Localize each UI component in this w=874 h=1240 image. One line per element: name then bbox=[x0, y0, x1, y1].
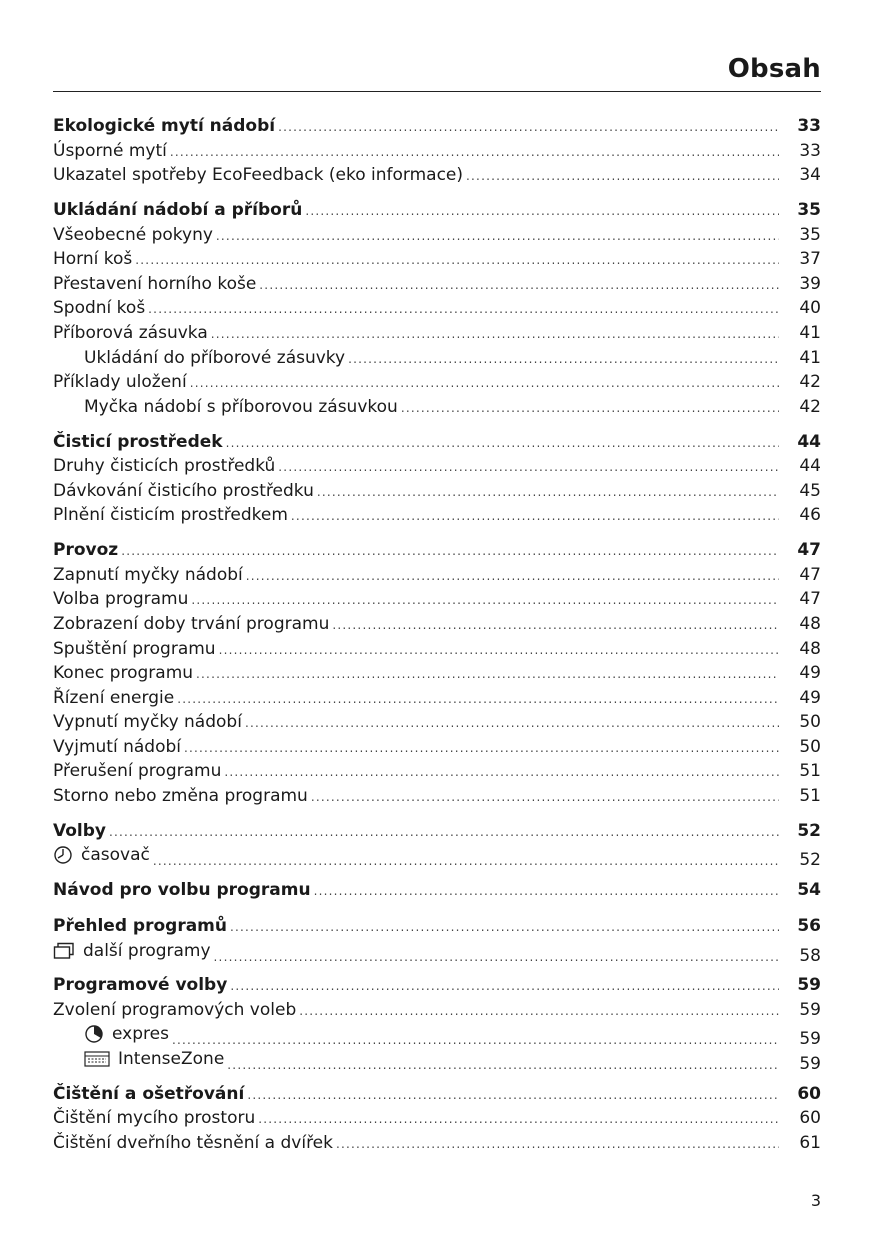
toc-entry-label bbox=[53, 1131, 333, 1155]
toc-entry-text: Čištění a ošetřování bbox=[53, 1084, 245, 1104]
toc-entry-text: Ukládání nádobí a příborů bbox=[53, 200, 303, 220]
toc-entry-page: 47 bbox=[799, 589, 821, 609]
dot-leader bbox=[135, 248, 779, 272]
toc-entry-text: Spodní koš bbox=[53, 298, 146, 318]
toc-entry-page: 44 bbox=[797, 432, 821, 452]
toc-entry-text: Myčka nádobí s příborovou zásuvkou bbox=[84, 397, 398, 417]
dot-leader bbox=[121, 539, 779, 563]
toc-entry-text: Přerušení programu bbox=[53, 761, 222, 781]
toc-entry-page: 59 bbox=[797, 975, 821, 995]
toc-entry-label bbox=[53, 784, 308, 808]
toc-entry-text: Plnění čisticím prostředkem bbox=[53, 505, 288, 525]
toc-entry-page: 42 bbox=[799, 397, 821, 417]
toc-entry-page: 45 bbox=[799, 481, 821, 501]
toc-entry-page: 49 bbox=[799, 688, 821, 708]
toc-entry bbox=[53, 503, 821, 527]
toc-entry-text: další programy bbox=[83, 941, 211, 961]
toc-entry-page: 49 bbox=[799, 663, 821, 683]
toc-entry bbox=[53, 612, 821, 636]
page-title: Obsah bbox=[727, 54, 821, 84]
toc-entry-label bbox=[53, 878, 311, 902]
toc-entry bbox=[53, 759, 821, 783]
toc-entry-text: Všeobecné pokyny bbox=[53, 225, 213, 245]
toc-entry-page: 59 bbox=[799, 1054, 821, 1074]
toc-entry bbox=[53, 1131, 821, 1155]
dot-leader bbox=[247, 1083, 779, 1107]
dot-leader bbox=[314, 879, 779, 903]
dot-leader bbox=[246, 564, 779, 588]
toc-entry-page: 35 bbox=[799, 225, 821, 245]
toc-entry bbox=[53, 939, 821, 966]
toc-entry bbox=[53, 819, 821, 843]
dot-leader bbox=[299, 999, 779, 1023]
dot-leader bbox=[230, 915, 779, 939]
toc-entry bbox=[53, 198, 821, 222]
toc-entry-label bbox=[53, 1082, 244, 1106]
toc-entry-page: 44 bbox=[799, 456, 821, 476]
toc-entry bbox=[53, 637, 821, 661]
toc-entry-text: IntenseZone bbox=[118, 1049, 225, 1069]
dot-leader bbox=[219, 638, 779, 662]
toc-entry bbox=[53, 1047, 821, 1074]
toc-entry bbox=[53, 784, 821, 808]
toc-entry bbox=[53, 563, 821, 587]
toc-entry-text: Dávkování čisticího prostředku bbox=[53, 481, 314, 501]
dot-leader bbox=[211, 322, 779, 346]
intensezone-icon bbox=[84, 1049, 110, 1069]
toc-entry-label bbox=[53, 198, 302, 222]
toc-entry-text: Příklady uložení bbox=[53, 372, 187, 392]
toc-entry-page: 33 bbox=[797, 116, 821, 136]
dot-leader bbox=[224, 760, 779, 784]
toc-entry-page: 52 bbox=[799, 850, 821, 870]
toc-entry-text: Úsporné mytí bbox=[53, 141, 167, 161]
toc-entry bbox=[53, 247, 821, 271]
toc-entry-text: Konec programu bbox=[53, 663, 194, 683]
toc-entry-label bbox=[53, 914, 227, 938]
toc-entry bbox=[53, 321, 821, 345]
toc-entry-label bbox=[53, 247, 132, 271]
dot-leader bbox=[109, 820, 779, 844]
dot-leader bbox=[196, 662, 779, 686]
toc-entry-page: 48 bbox=[799, 614, 821, 634]
toc-entry-label bbox=[53, 1106, 255, 1130]
dot-leader bbox=[184, 736, 779, 760]
toc-entry-label bbox=[53, 430, 223, 454]
toc-entry-text: Zvolení programových voleb bbox=[53, 1000, 297, 1020]
toc-entry-page: 51 bbox=[799, 761, 821, 781]
dot-leader bbox=[278, 115, 779, 139]
title-divider bbox=[53, 91, 821, 92]
toc-entry-label bbox=[53, 272, 256, 296]
toc-entry-page: 37 bbox=[799, 249, 821, 269]
toc-entry-label bbox=[53, 163, 463, 187]
toc-entry bbox=[53, 914, 821, 938]
toc-entry-page: 60 bbox=[799, 1108, 821, 1128]
dot-leader bbox=[259, 273, 779, 297]
toc-entry-page: 50 bbox=[799, 712, 821, 732]
dot-leader bbox=[317, 480, 779, 504]
dot-leader bbox=[336, 1132, 779, 1156]
toc-entry bbox=[53, 878, 821, 902]
toc-entry-label bbox=[53, 998, 296, 1022]
dot-leader bbox=[191, 588, 779, 612]
toc-entry-label bbox=[53, 538, 118, 562]
toc-entry-text: Ukládání do příborové zásuvky bbox=[84, 348, 346, 368]
toc-entry bbox=[53, 370, 821, 394]
toc-entry-label bbox=[53, 686, 174, 710]
toc-entry-text: Čištění mycího prostoru bbox=[53, 1108, 256, 1128]
toc-entry-page: 47 bbox=[799, 565, 821, 585]
dot-leader bbox=[148, 297, 779, 321]
toc-entry-text: Čisticí prostředek bbox=[53, 432, 223, 452]
dot-leader bbox=[258, 1107, 779, 1131]
toc-entry-label bbox=[53, 973, 227, 997]
dot-leader bbox=[278, 455, 779, 479]
toc-entry-text: Přestavení horního koše bbox=[53, 274, 257, 294]
toc-entry-text: Volba programu bbox=[53, 589, 189, 609]
toc-entry-page: 60 bbox=[797, 1084, 821, 1104]
toc-entry-text: expres bbox=[112, 1024, 169, 1044]
toc-entry-label bbox=[53, 819, 106, 843]
toc-entry-label bbox=[53, 503, 288, 527]
toc-entry bbox=[53, 661, 821, 685]
toc-entry bbox=[53, 223, 821, 247]
toc-entry bbox=[53, 395, 821, 419]
toc-entry bbox=[53, 973, 821, 997]
dot-leader bbox=[466, 164, 779, 188]
toc-entry-label bbox=[53, 843, 150, 867]
toc-entry-page: 34 bbox=[799, 165, 821, 185]
toc-entry-text: časovač bbox=[81, 845, 150, 865]
dot-leader bbox=[401, 396, 779, 420]
timer-icon bbox=[53, 845, 73, 865]
toc-entry-label bbox=[53, 563, 243, 587]
toc-entry bbox=[53, 430, 821, 454]
toc-entry-text: Spuštění programu bbox=[53, 639, 216, 659]
toc-entry-page: 33 bbox=[799, 141, 821, 161]
toc-entry-text: Vypnutí myčky nádobí bbox=[53, 712, 242, 732]
dot-leader bbox=[214, 945, 779, 969]
toc-entry-label bbox=[53, 612, 329, 636]
toc-entry-label bbox=[53, 346, 345, 370]
dot-leader bbox=[190, 371, 779, 395]
dot-leader bbox=[230, 974, 779, 998]
page-number: 3 bbox=[810, 1191, 821, 1210]
toc-entry bbox=[53, 139, 821, 163]
dot-leader bbox=[227, 1053, 779, 1077]
toc-entry-text: Ekologické mytí nádobí bbox=[53, 116, 276, 136]
toc-entry-label bbox=[53, 395, 398, 419]
toc-entry-label bbox=[53, 587, 188, 611]
toc-entry-label bbox=[53, 479, 314, 503]
dot-leader bbox=[311, 785, 779, 809]
toc-entry-label bbox=[53, 370, 187, 394]
toc-entry bbox=[53, 538, 821, 562]
toc-entry bbox=[53, 587, 821, 611]
toc-entry-page: 50 bbox=[799, 737, 821, 757]
toc-entry bbox=[53, 479, 821, 503]
toc-entry-text: Čištění dveřního těsnění a dvířek bbox=[53, 1133, 333, 1153]
dot-leader bbox=[291, 504, 779, 528]
toc-entry-label bbox=[53, 637, 216, 661]
toc-entry-text: Druhy čisticích prostředků bbox=[53, 456, 276, 476]
toc-entry bbox=[53, 296, 821, 320]
toc-entry-label bbox=[53, 735, 181, 759]
dot-leader bbox=[305, 199, 779, 223]
dot-leader bbox=[153, 849, 779, 873]
dot-leader bbox=[332, 613, 779, 637]
toc-entry-text: Ukazatel spotřeby EcoFeedback (eko informace) bbox=[53, 165, 464, 185]
toc-entry bbox=[53, 272, 821, 296]
toc-entry-text: Provoz bbox=[53, 540, 119, 560]
toc-entry bbox=[53, 998, 821, 1022]
toc-entry bbox=[53, 1106, 821, 1130]
toc-entry-page: 41 bbox=[799, 348, 821, 368]
dot-leader bbox=[226, 431, 779, 455]
toc-entry-text: Horní koš bbox=[53, 249, 133, 269]
toc-entry-page: 35 bbox=[797, 200, 821, 220]
toc-entry-label bbox=[53, 454, 275, 478]
toc-entry-text: Zapnutí myčky nádobí bbox=[53, 565, 243, 585]
toc-entry bbox=[53, 1022, 821, 1049]
toc-entry-label bbox=[53, 223, 213, 247]
toc-entry-text: Přehled programů bbox=[53, 916, 227, 936]
toc-entry-label bbox=[53, 1022, 169, 1046]
toc-entry-page: 59 bbox=[799, 1000, 821, 1020]
toc-entry-page: 41 bbox=[799, 323, 821, 343]
express-icon bbox=[84, 1024, 104, 1044]
toc-entry bbox=[53, 1082, 821, 1106]
toc-entry-text: Zobrazení doby trvání programu bbox=[53, 614, 330, 634]
toc-entry-label bbox=[53, 114, 275, 138]
dot-leader bbox=[348, 347, 779, 371]
toc-entry-page: 61 bbox=[799, 1133, 821, 1153]
toc-entry-page: 52 bbox=[797, 821, 821, 841]
toc-entry-text: Vyjmutí nádobí bbox=[53, 737, 181, 757]
toc-entry-page: 58 bbox=[799, 946, 821, 966]
toc-entry bbox=[53, 710, 821, 734]
dot-leader bbox=[177, 687, 779, 711]
toc-entry bbox=[53, 163, 821, 187]
dot-leader bbox=[170, 140, 779, 164]
toc-entry-text: Volby bbox=[53, 821, 106, 841]
dot-leader bbox=[216, 224, 779, 248]
toc-entry-label bbox=[53, 661, 193, 685]
toc-entry-text: Návod pro volbu programu bbox=[53, 880, 311, 900]
toc-entry-label bbox=[53, 296, 145, 320]
toc-entry-page: 46 bbox=[799, 505, 821, 525]
toc-entry-page: 42 bbox=[799, 372, 821, 392]
toc-entry-text: Programové volby bbox=[53, 975, 228, 995]
toc-entry-label bbox=[53, 939, 211, 963]
toc-entry-page: 47 bbox=[797, 540, 821, 560]
toc-entry bbox=[53, 454, 821, 478]
toc-entry-text: Řízení energie bbox=[53, 688, 175, 708]
toc-entry-text: Příborová zásuvka bbox=[53, 323, 208, 343]
toc-entry bbox=[53, 686, 821, 710]
toc-entry bbox=[53, 114, 821, 138]
toc-entry bbox=[53, 735, 821, 759]
toc-entry-label bbox=[53, 321, 208, 345]
dot-leader bbox=[245, 711, 779, 735]
toc-entry-page: 39 bbox=[799, 274, 821, 294]
toc-entry-label bbox=[53, 759, 221, 783]
toc-entry-page: 51 bbox=[799, 786, 821, 806]
toc-entry-page: 40 bbox=[799, 298, 821, 318]
toc-entry bbox=[53, 346, 821, 370]
toc-entry-label bbox=[53, 710, 242, 734]
toc-entry-page: 59 bbox=[799, 1029, 821, 1049]
toc-entry-text: Storno nebo změna programu bbox=[53, 786, 308, 806]
more-programs-icon bbox=[53, 941, 75, 961]
toc-entry-page: 54 bbox=[797, 880, 821, 900]
toc-entry-page: 56 bbox=[797, 916, 821, 936]
toc-entry-page: 48 bbox=[799, 639, 821, 659]
toc-entry bbox=[53, 843, 821, 870]
toc-entry-label bbox=[53, 139, 167, 163]
toc-entry-label bbox=[53, 1047, 224, 1071]
